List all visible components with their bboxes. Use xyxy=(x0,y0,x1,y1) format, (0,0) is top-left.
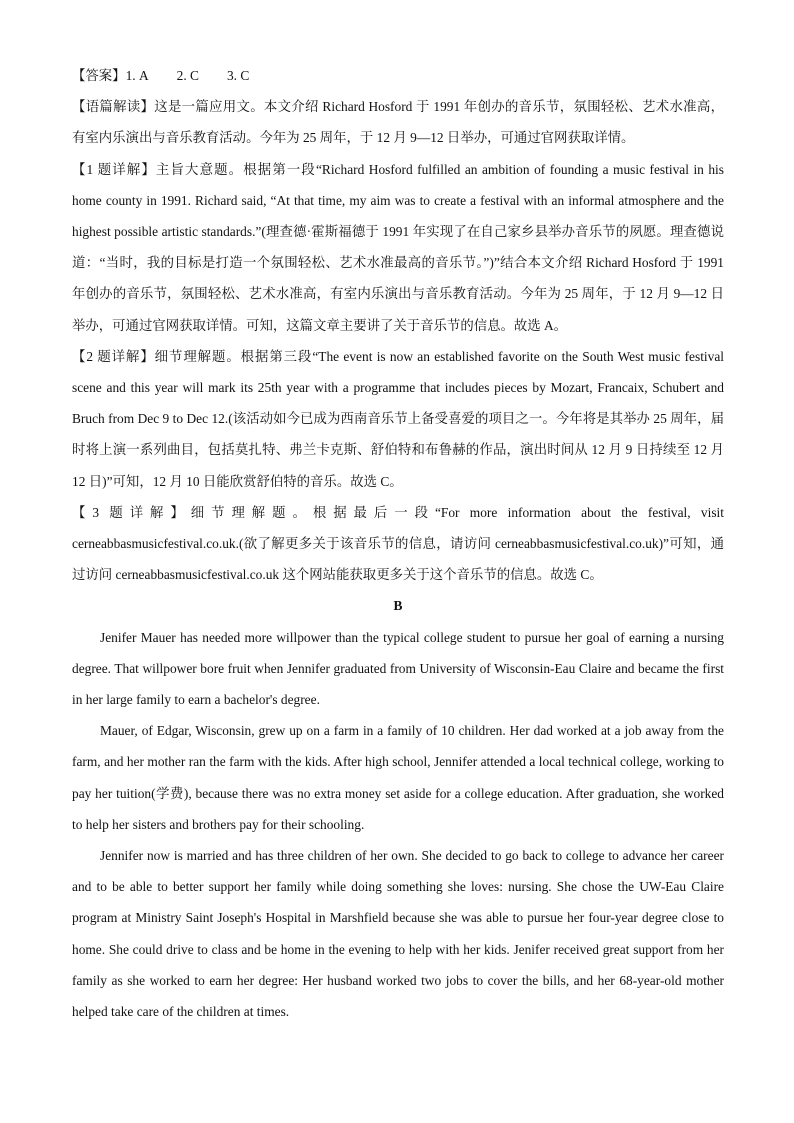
passage-b-paragraph-1: Jenifer Mauer has needed more willpower than the typical college student to pursue her goal of earning a nursing degree. That willpower bore fruit when Jennifer graduated from University of Wisconsin-Eau Claire and became the first in her large family to earn a bachelor's degree. xyxy=(72,629,724,708)
passage-b-paragraph-3: Jennifer now is married and has three children of her own. She decided to go back to college to advance her career and to be able to better support her family while doing something she loves: nursing. She chose the UW-Eau Claire program at Ministry Saint Joseph's Hospital in Marshfield because she was able to pursue her four-year degree close to home. She could drive to class and be home in the evening to help with her kids. Jenifer received great support from her family as she worked to earn her degree: Her husband worked two jobs to cover the bills, and her 68-year-old mother helped take care of the children at times. xyxy=(72,848,724,1020)
answer-line xyxy=(72,60,724,91)
question-3-explanation: 【3 题详解】细节理解题。根据最后一段“For more information about the festival, visit cerneabbasmusicfestival.co.uk.(欲了解更多关于该音乐节的信息，请访问 cerneabbasmusicfestival.co.uk)”可知，通过访问 cerneabbasmusicfestival.co.uk 这个网站能获取更多关于这个音乐节的信息。故选 C。 xyxy=(72,504,724,583)
section-heading: B xyxy=(393,598,403,614)
answer-3: 3. C xyxy=(226,68,250,83)
passage-b-paragraph-2: Mauer, of Edgar, Wisconsin, grew up on a farm in a family of 10 children. Her dad worked at a job away from the farm, and her mother ran the farm with the kids. After high school, Jennifer attended a local technical college, working to pay her tuition(学费), because there was no extra money set aside for a college education. After graduation, she worked to help her sisters and brothers pay for their schooling. xyxy=(72,723,724,832)
passage-interpretation: 【语篇解读】这是一篇应用文。本文介绍 Richard Hosford 于 1991 年创办的音乐节，氛围轻松、艺术水准高，有室内乐演出与音乐教育活动。今年为 25 周年，于 12 月 9—12 日举办，可通过官网获取详情。 xyxy=(72,99,724,146)
document-body xyxy=(72,60,724,1027)
question-2-explanation: 【2 题详解】细节理解题。根据第三段“The event is now an established favorite on the South West music festival scene and this year will mark its 25th year with a programme that includes pieces by Mozart, Francaix, Schubert and Bruch from Dec 9 to Dec 12.(该活动如今已成为西南音乐节上备受喜爱的项目之一。今年将是其举办 25 周年，届时将上演一系列曲目，包括莫扎特、弗兰卡克斯、舒伯特和布鲁赫的作品，演出时间从 12 月 9 日持续至 12 月 12 日)”可知，12 月 10 日能欣赏舒伯特的音乐。故选 C。 xyxy=(72,348,724,489)
answer-label: 【答案】 xyxy=(72,68,126,83)
answer-2: 2. C xyxy=(176,68,199,83)
question-1-explanation: 【1 题详解】主旨大意题。根据第一段“Richard Hosford fulfilled an ambition of founding a music festival in his home county in 1991. Richard said, “At that time, my aim was to create a festival with an informal atmosphere and the highest possible artistic standards.”(理查德·霍斯福德于 1991 年实现了在自己家乡县举办音乐节的夙愿。理查德说道：“当时，我的目标是打造一个氛围轻松、艺术水准最高的音乐节。”)”结合本文介绍 Richard Hosford 于 1991 年创办的音乐节，氛围轻松、艺术水准高，有室内乐演出与音乐教育活动。今年为 25 周年，于 12 月 9—12 日举办，可通过官网获取详情。可知，这篇文章主要讲了关于音乐节的信息。故选 A。 xyxy=(72,161,724,333)
answer-1: 1. A xyxy=(125,68,149,83)
